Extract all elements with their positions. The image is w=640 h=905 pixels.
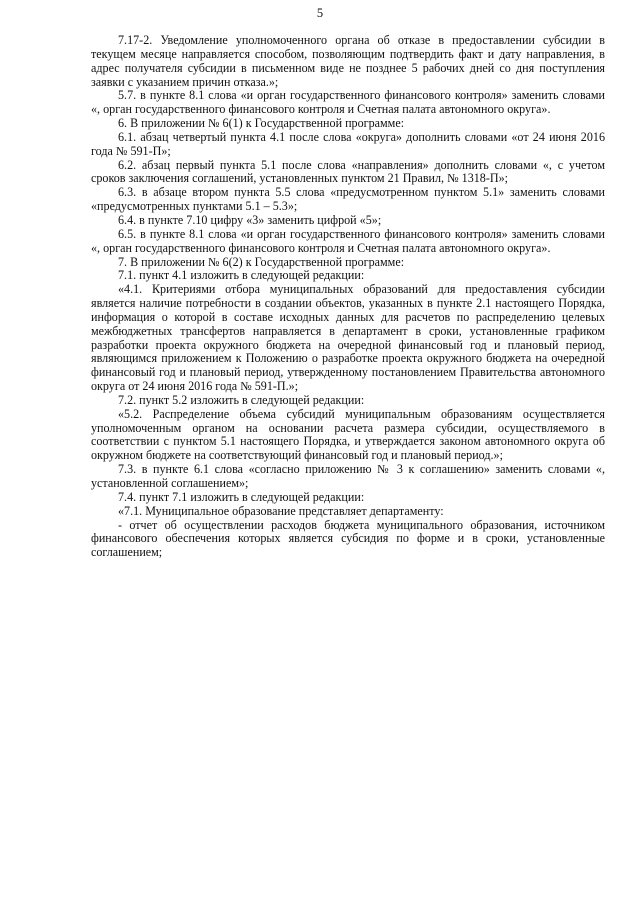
document-body — [91, 34, 605, 560]
paragraph-7-3: 7.3. в пункте 6.1 слова «согласно приложению № 3 к соглашению» заменить словами «, установленной соглашением»; — [91, 462, 605, 490]
paragraph-6-3: 6.3. в абзаце втором пункта 5.5 слова «предусмотренном пунктом 5.1» заменить словами «предусмотренных пунктами 5.1 – 5.3»; — [91, 185, 605, 214]
paragraph-5-2-quote: «5.2. Распределение объема субсидий муниципальным образованиям осуществляется уполномоченным органом на основании расчета размера субсидии, осуществляемого в соответствии с пунктом 5.1 настоящего Порядка, и утверждается законом автономного округа об окружном бюджете на соответствующий финансовый год и плановый период.»; — [91, 406, 605, 463]
paragraph-7-2: 7.2. пункт 5.2 изложить в следующей редакции: — [118, 392, 365, 407]
paragraph-6-1: 6.1. абзац четвертый пункта 4.1 после слова «округа» дополнить словами «от 24 июня 2016 года № 591-П»; — [91, 129, 605, 158]
page-number: 5 — [316, 6, 324, 20]
paragraph-5-7: 5.7. в пункте 8.1 слова «и орган государственного финансового контроля» заменить словами «, орган государственного финансового контроля и Счетная палата автономного округа». — [91, 88, 605, 117]
paragraph-7-1: 7.1. пункт 4.1 изложить в следующей редакции: — [118, 268, 365, 283]
paragraph-7: 7. В приложении № 6(2) к Государственной программе: — [118, 254, 405, 269]
paragraph-6-4: 6.4. в пункте 7.10 цифру «3» заменить цифрой «5»; — [118, 212, 382, 227]
paragraph-4-1-quote: «4.1. Критериями отбора муниципальных образований для предоставления субсидии является наличие потребности в создании объектов, указанных в пункте 2.1 настоящего Порядка, информация о которой в составе исходных данных для расчетов по распределению целевых межбюджетных трансфертов направляется в департамент в сроки, установленные графиком разработки проекта окружного бюджета на очередной финансовый год и плановый период, являющимся приложением к Положению о разработке проекта окружного бюджета на очередной финансовый год и плановый период, утвержденному постановлением Правительства автономного округа от 24 июня 2016 года № 591-П.»; — [91, 282, 605, 394]
paragraph-7-1-quote: «7.1. Муниципальное образование представляет департаменту: — [118, 503, 444, 518]
paragraph-6-5: 6.5. в пункте 8.1 слова «и орган государственного финансового контроля» заменить словами «, орган государственного финансового контроля и Счетная палата автономного округа». — [91, 226, 605, 255]
paragraph-7-4: 7.4. пункт 7.1 изложить в следующей редакции: — [118, 489, 365, 504]
paragraph-report-item: - отчет об осуществлении расходов бюджета муниципального образования, источником финансового обеспечения которых является субсидия по форме и в сроки, установленные соглашением; — [91, 517, 605, 560]
paragraph-7-17-2: 7.17-2. Уведомление уполномоченного органа об отказе в предоставлении субсидии в текущем месяце направляется способом, позволяющим подтвердить факт и дату направления, в адрес получателя субсидии в письменном виде не позднее 5 рабочих дней со дня поступления заявки с указанием причин отказа.»; — [91, 33, 605, 89]
paragraph-6: 6. В приложении № 6(1) к Государственной программе: — [118, 116, 405, 131]
paragraph-6-2: 6.2. абзац первый пункта 5.1 после слова «направления» дополнить словами «, с учетом сроков заключения соглашений, установленных пунктом 21 Правил, № 1318-П»; — [91, 157, 605, 186]
